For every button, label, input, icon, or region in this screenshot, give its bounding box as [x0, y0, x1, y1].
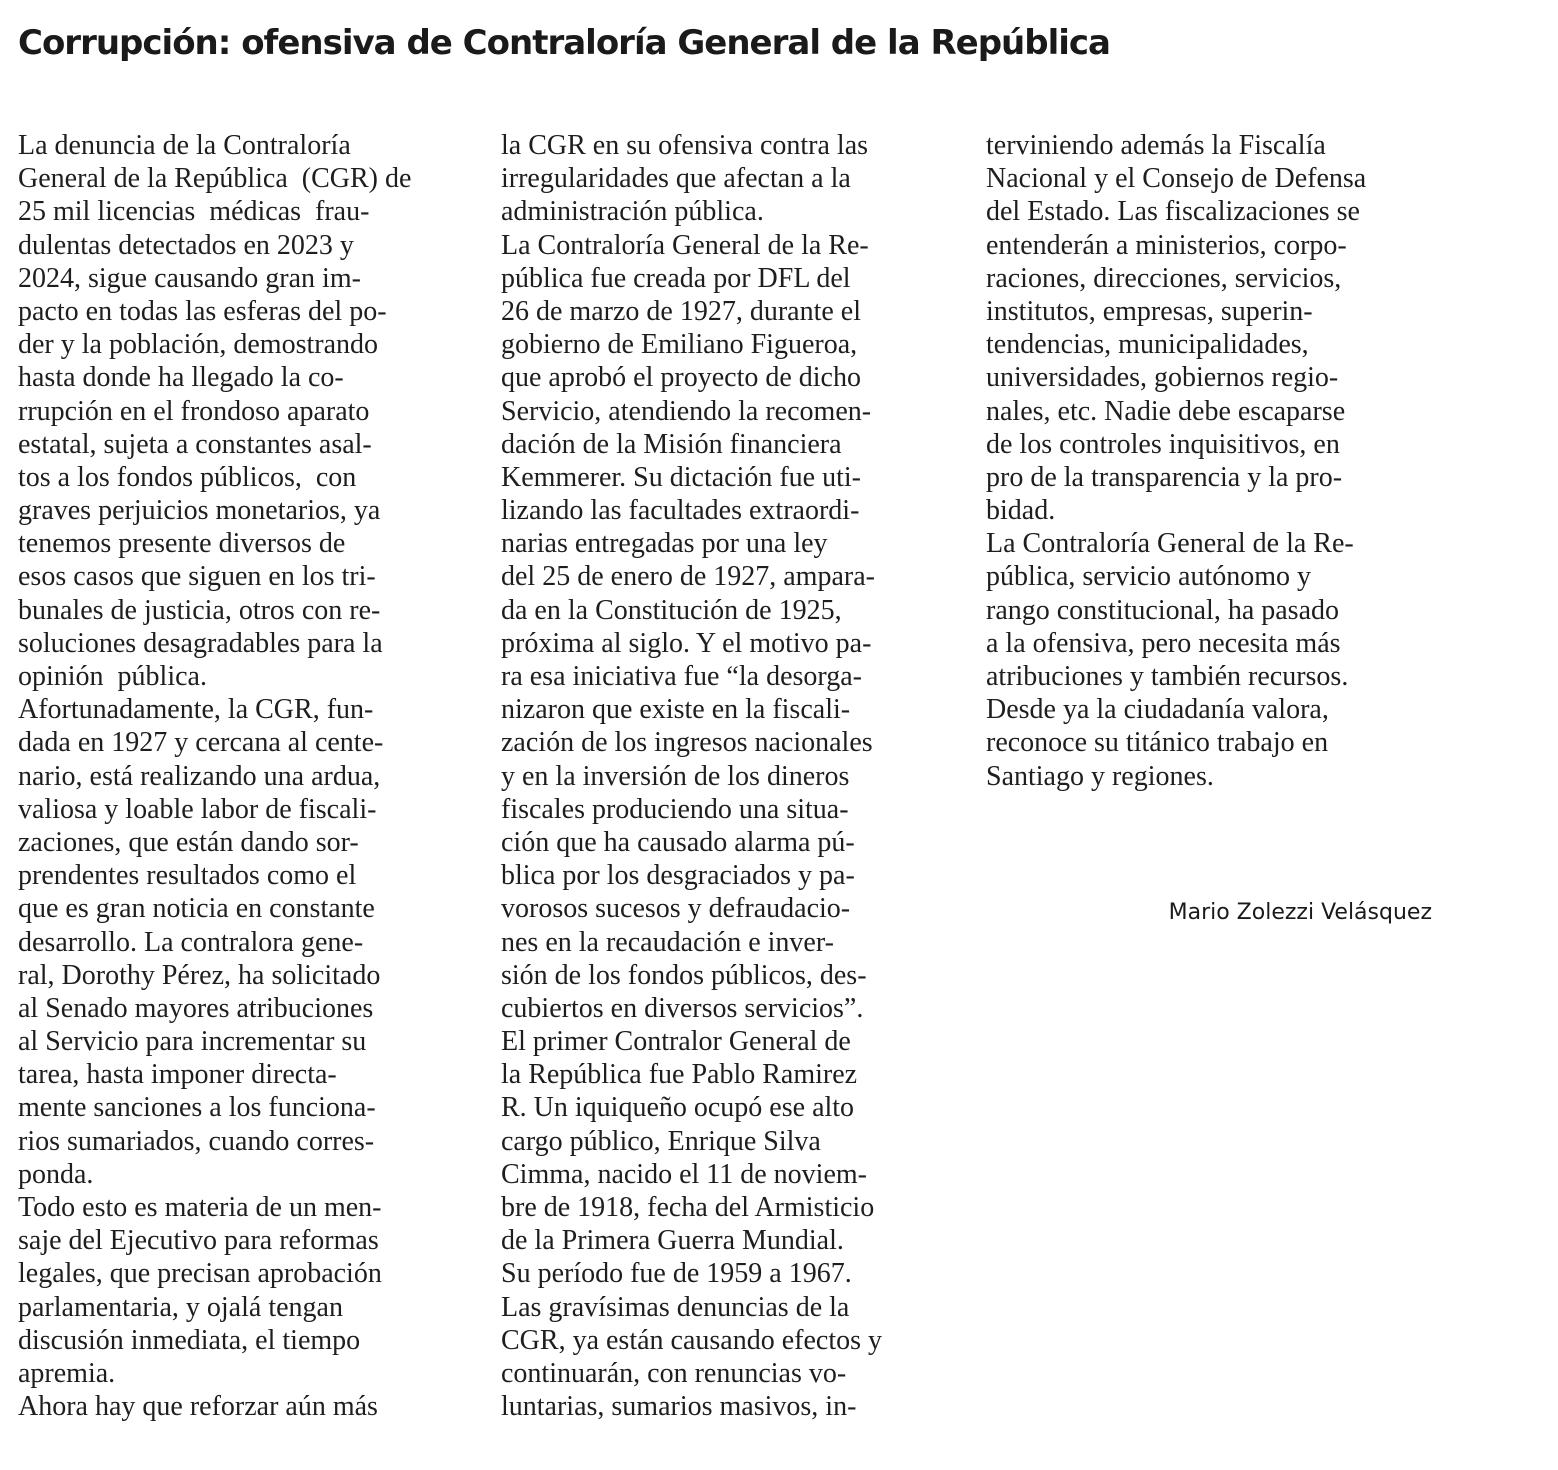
text-line: La Contraloría General de la Re-: [501, 229, 869, 261]
text-line: ra esa iniciativa fue “la desorga-: [501, 661, 862, 692]
text-line: esos casos que siguen en los tri-: [18, 561, 376, 593]
text-line: Todo esto es materia de un men-: [18, 1192, 382, 1223]
text-line: pública, servicio autónomo y: [986, 561, 1312, 593]
article-column-3: [986, 129, 1366, 793]
text-line: terviniendo además la Fiscalía: [986, 130, 1326, 161]
text-line: al Servicio para incrementar su: [18, 1026, 367, 1058]
text-line: legales, que precisan aprobación: [18, 1258, 382, 1290]
text-line: nizaron que existe en la fiscali-: [501, 694, 851, 726]
text-line: universidades, gobiernos regio-: [986, 362, 1339, 394]
text-line: ponda.: [18, 1158, 94, 1190]
text-line: Santiago y regiones.: [986, 760, 1214, 792]
text-line: 2024, sigue causando gran im-: [18, 262, 361, 294]
text-line: rios sumariados, cuando corres-: [18, 1125, 375, 1157]
text-line: tendencias, municipalidades,: [986, 329, 1309, 361]
text-line: raciones, direcciones, servicios,: [986, 262, 1342, 294]
text-line: vorosos sucesos y defraudacio-: [501, 893, 851, 925]
text-line: pro de la transparencia y la pro-: [986, 461, 1343, 493]
text-line: Kemmerer. Su dictación fue uti-: [501, 461, 861, 493]
text-line: blica por los desgraciados y pa-: [501, 860, 855, 892]
text-line: gobierno de Emiliano Figueroa,: [501, 329, 858, 361]
text-line: irregularidades que afectan a la: [501, 163, 851, 195]
text-line: Afortunadamente, la CGR, fun-: [18, 694, 374, 726]
text-line: CGR, ya están causando efectos y: [501, 1324, 882, 1356]
text-line: pública fue creada por DFL del: [501, 262, 851, 294]
text-line: cargo público, Enrique Silva: [501, 1125, 821, 1157]
text-line: lizando las facultades extraordi-: [501, 495, 860, 527]
text-line: La denuncia de la Contraloría: [18, 130, 351, 161]
text-line: zaciones, que están dando sor-: [18, 826, 359, 858]
text-line: rrupción en el frondoso aparato: [18, 395, 370, 427]
text-line: mente sanciones a los funciona-: [18, 1092, 376, 1124]
text-line: Nacional y el Consejo de Defensa: [986, 163, 1367, 195]
text-line: valiosa y loable labor de fiscali-: [18, 793, 377, 825]
text-line: graves perjuicios monetarios, ya: [18, 495, 381, 527]
text-line: al Senado mayores atribuciones: [18, 992, 374, 1024]
text-line: del Estado. Las fiscalizaciones se: [986, 196, 1360, 228]
text-line: administración pública.: [501, 196, 764, 228]
text-line: El primer Contralor General de: [501, 1026, 851, 1058]
text-line: la CGR en su ofensiva contra las: [501, 130, 869, 161]
article-headline: Corrupción: ofensiva de Contraloría General de la República: [18, 23, 1111, 63]
text-line: General de la República (CGR) de: [18, 163, 412, 195]
text-line: ral, Dorothy Pérez, ha solicitado: [18, 959, 381, 991]
text-line: nales, etc. Nadie debe escaparse: [986, 395, 1346, 427]
text-line: rango constitucional, ha pasado: [986, 594, 1340, 626]
text-line: fiscales produciendo una situa-: [501, 793, 849, 825]
text-line: de los controles inquisitivos, en: [986, 428, 1340, 460]
text-line: la República fue Pablo Ramirez: [501, 1059, 858, 1091]
text-line: bre de 1918, fecha del Armisticio: [501, 1192, 875, 1223]
text-line: desarrollo. La contralora gene-: [18, 926, 364, 958]
article-column-1: [18, 129, 411, 1423]
text-line: que es gran noticia en constante: [18, 893, 375, 925]
text-line: Cimma, nacido el 11 de noviem-: [501, 1158, 867, 1190]
text-line: saje del Ejecutivo para reformas: [18, 1225, 379, 1257]
text-line: 25 mil licencias médicas frau-: [18, 196, 370, 228]
text-line: hasta donde ha llegado la co-: [18, 362, 344, 394]
text-line: del 25 de enero de 1927, ampara-: [501, 561, 875, 593]
text-line: da en la Constitución de 1925,: [501, 594, 842, 626]
text-line: de la Primera Guerra Mundial.: [501, 1225, 844, 1257]
text-line: apremia.: [18, 1357, 116, 1389]
text-line: Su período fue de 1959 a 1967.: [501, 1258, 852, 1290]
text-line: nes en la recaudación e inver-: [501, 926, 834, 958]
text-line: entenderán a ministerios, corpo-: [986, 229, 1347, 261]
text-line: der y la población, demostrando: [18, 329, 379, 361]
text-line: Desde ya la ciudadanía valora,: [986, 694, 1329, 726]
text-line: Ahora hay que reforzar aún más: [18, 1391, 378, 1423]
text-line: institutos, empresas, superin-: [986, 295, 1313, 327]
text-line: Las gravísimas denuncias de la: [501, 1291, 850, 1323]
text-line: dada en 1927 y cercana al cente-: [18, 727, 384, 759]
text-line: tenemos presente diversos de: [18, 528, 346, 560]
text-line: opinión pública.: [18, 661, 207, 692]
text-line: Servicio, atendiendo la recomen-: [501, 395, 872, 427]
text-line: discusión inmediata, el tiempo: [18, 1324, 361, 1356]
text-line: cubiertos en diversos servicios”.: [501, 992, 864, 1024]
text-line: R. Un iquiqueño ocupó ese alto: [501, 1092, 855, 1124]
text-line: a la ofensiva, pero necesita más: [986, 627, 1341, 659]
text-line: luntarias, sumarios masivos, in-: [501, 1391, 857, 1423]
article-column-2: [501, 129, 882, 1423]
text-line: nario, está realizando una ardua,: [18, 760, 381, 792]
text-line: soluciones desagradables para la: [18, 627, 383, 659]
text-line: continuarán, con renuncias vo-: [501, 1357, 847, 1389]
text-line: que aprobó el proyecto de dicho: [501, 362, 861, 394]
text-line: 26 de marzo de 1927, durante el: [501, 295, 861, 327]
text-line: parlamentaria, y ojalá tengan: [18, 1291, 343, 1323]
text-line: prendentes resultados como el: [18, 860, 357, 892]
text-line: dulentas detectados en 2023 y: [18, 229, 354, 261]
text-line: La Contraloría General de la Re-: [986, 528, 1354, 560]
text-line: dación de la Misión financiera: [501, 428, 842, 460]
text-line: próxima al siglo. Y el motivo pa-: [501, 627, 872, 659]
text-line: atribuciones y también recursos.: [986, 661, 1349, 692]
text-line: narias entregadas por una ley: [501, 528, 828, 560]
text-line: estatal, sujeta a constantes asal-: [18, 428, 372, 460]
text-line: reconoce su titánico trabajo en: [986, 727, 1329, 759]
text-line: tarea, hasta imponer directa-: [18, 1059, 337, 1091]
text-line: sión de los fondos públicos, des-: [501, 959, 867, 991]
text-line: bidad.: [986, 495, 1056, 527]
text-line: ción que ha causado alarma pú-: [501, 826, 855, 858]
text-line: zación de los ingresos nacionales: [501, 727, 873, 759]
text-line: bunales de justicia, otros con re-: [18, 594, 381, 626]
text-line: pacto en todas las esferas del po-: [18, 295, 387, 327]
text-line: tos a los fondos públicos, con: [18, 461, 357, 493]
text-line: y en la inversión de los dineros: [501, 760, 850, 792]
author-byline: Mario Zolezzi Velásquez: [1168, 900, 1432, 925]
